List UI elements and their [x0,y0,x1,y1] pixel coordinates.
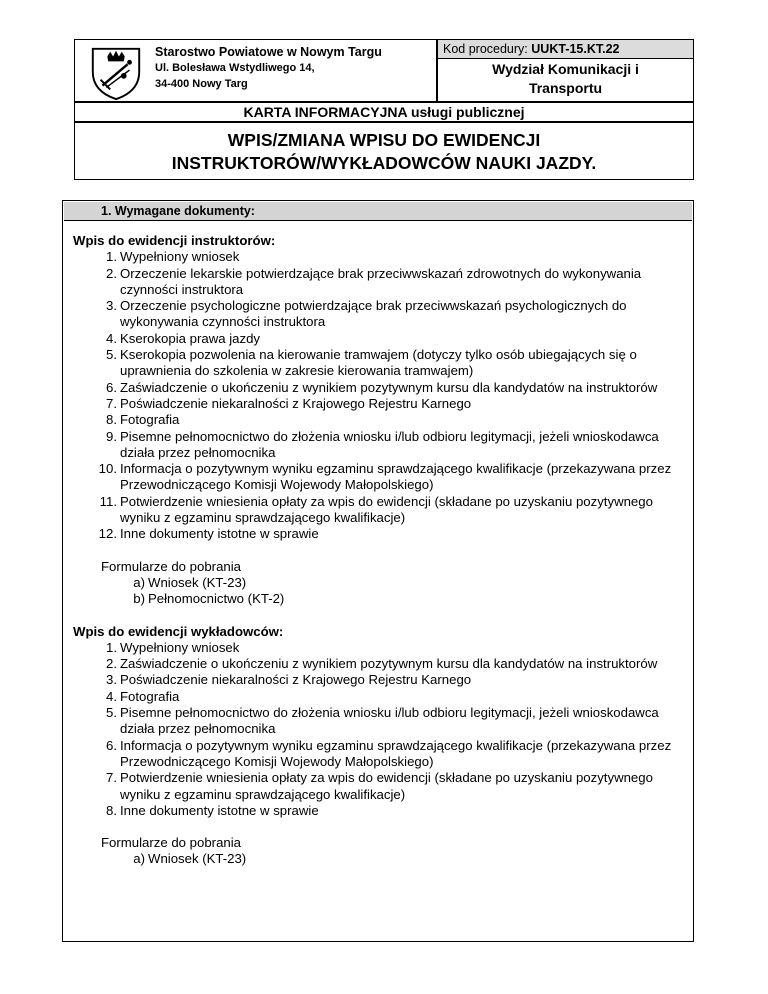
section-content [73,233,685,868]
lecturers-title: Wpis do ewidencji wykładowców: [73,623,284,639]
list-item: 4. Kserokopia prawa jazdy [106,330,261,346]
list-item: 2. Zaświadczenie o ukończeniu z wynikiem pozytywnym kursu dla kandydatów na instruktorów [106,656,658,672]
list-item: 11. Potwierdzenie wniesienia opłaty za wpis do ewidencji (składane po uzyskaniu pozytywnego wyniku z egzaminu sprawdzającego kwalifikacje) [99,493,653,526]
title-line2: INSTRUKTORÓW/WYKŁADOWCÓW NAUKI JAZDY. [171,153,597,173]
title-line1: WPIS/ZMIANA WPISU DO EWIDENCJI [227,130,541,150]
required-documents-section [62,200,694,942]
forms-label: Formularze do pobrania [101,835,242,851]
section-heading: 1. Wymagane dokumenty: [64,202,692,221]
list-item: 12. Inne dokumenty istotne w sprawie [98,526,319,542]
form-link-wniosek[interactable]: a) Wniosek (KT-23) [133,574,247,590]
procedure-code [438,40,693,59]
form-link-pelnomocnictwo[interactable]: b) Pełnomocnictwo (KT-2) [133,591,285,607]
lecturers-forms [73,835,685,868]
list-item: 5. Pisemne pełnomocnictwo do złożenia wniosku i/lub odbioru legitymacji, jeżeli wnioskodawca działa przez pełnomocnika [106,705,659,737]
department-line2: Transportu [528,80,603,96]
list-item: 7. Potwierdzenie wniesienia opłaty za wpis do ewidencji (składane po uzyskaniu pozytywnego wyniku z egzaminu sprawdzającego kwalifikacje) [106,770,653,802]
list-item: 10. Informacja o pozytywnym wyniku egzaminu sprawdzającego kwalifikacje (przekazywana przez Przewodniczącego Komisji Wojewody Małopolskiego) [98,461,672,493]
instructors-title: Wpis do ewidencji instruktorów: [73,233,276,248]
list-item: 6. Informacja o pozytywnym wyniku egzaminu sprawdzającego kwalifikacje (przekazywana przez Przewodniczącego Komisji Wojewody Małopolskiego) [106,737,672,769]
coat-of-arms-icon [87,43,145,101]
list-item: 1. Wypełniony wniosek [106,639,240,655]
department-line1: Wydział Komunikacji i [492,61,639,77]
lecturers-document-list [73,640,685,819]
header-procedure-block [437,39,694,102]
list-item: 5. Kserokopia pozwolenia na kierowanie tramwajem (dotyczy tylko osób ubiegających się o uprawnienia do szkolenia w zakresie kierowania tramwajem) [106,347,637,379]
list-item: 8. Inne dokumenty istotne w sprawie [106,802,319,818]
list-item: 1. Wypełniony wniosek [106,249,240,265]
list-item: 9. Pisemne pełnomocnictwo do złożenia wniosku i/lub odbioru legitymacji, jeżeli wnioskodawca działa przez pełnomocnika [106,428,659,460]
department-name [438,60,693,98]
list-item: 6. Zaświadczenie o ukończeniu z wynikiem pozytywnym kursu dla kandydatów na instruktorów [106,379,658,395]
card-title: KARTA INFORMACYJNA usługi publicznej [74,102,694,122]
list-item: 4. Fotografia [106,688,180,704]
forms-label: Formularze do pobrania [101,558,242,574]
instructors-document-list [73,249,685,542]
list-item: 3. Orzeczenie psychologiczne potwierdzające brak przeciwwskazań psychologicznych do wykonywania czynności instruktora [106,298,627,330]
page-title [74,122,694,180]
procedure-code-label: Kod procedury: [443,42,528,56]
office-name: Starostwo Powiatowe w Nowym Targu [155,45,382,59]
form-link-wniosek[interactable]: a) Wniosek (KT-23) [133,851,247,867]
office-address-line1: Ul. Bolesława Wstydliwego 14, [155,62,315,74]
office-address-line2: 34-400 Nowy Targ [155,78,248,90]
list-item: 3. Poświadczenie niekaralności z Krajowego Rejestru Karnego [106,672,472,688]
instructors-forms [73,559,685,608]
list-item: 7. Poświadczenie niekaralności z Krajowego Rejestru Karnego [106,395,472,411]
header-office-block [74,39,437,102]
list-item: 8. Fotografia [106,412,180,428]
list-item: 2. Orzeczenie lekarskie potwierdzające brak przeciwwskazań zdrowotnych do wykonywania czynności instruktora [106,265,642,297]
procedure-code-value: UUKT-15.KT.22 [531,42,620,56]
